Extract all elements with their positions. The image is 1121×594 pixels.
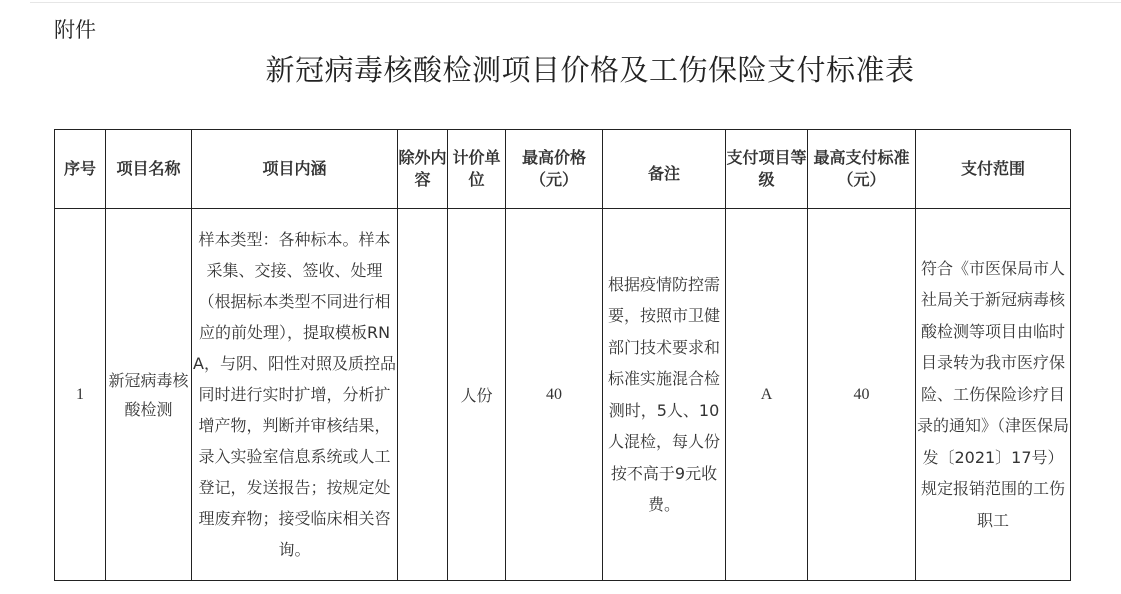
top-divider [30,2,1121,3]
cell-max-payment: 40 [808,209,916,581]
cell-seq: 1 [55,209,106,581]
page-title: 新冠病毒核酸检测项目价格及工伤保险支付标准表 [265,53,915,87]
cell-content: 样本类型：各种标本。样本采集、交接、签收、处理（根据标本类型不同进行相应的前处理），提取模板RNA，与阴、阳性对照及质控品同时进行实时扩增，分析扩增产物，判断并审核结果，录入实验室信息系统或人工登记，发送报告；按规定处理废弃物；接受临床相关咨询。 [192,209,398,581]
header-name: 项目名称 [106,130,192,209]
header-remarks: 备注 [603,130,726,209]
cell-payment-grade: A [726,209,808,581]
attachment-label: 附件 [54,18,96,42]
header-payment-grade: 支付项目等级 [726,130,808,209]
cell-remarks: 根据疫情防控需要，按照市卫健部门技术要求和标准实施混合检测时，5人、10人混检，每人份按不高于9元收费。 [603,209,726,581]
header-max-payment: 最高支付标准（元） [808,130,916,209]
price-standard-table [54,129,1071,581]
header-exclusions: 除外内容 [398,130,448,209]
table-header-row [55,130,1071,209]
cell-unit: 人份 [448,209,506,581]
header-scope: 支付范围 [916,130,1071,209]
header-seq: 序号 [55,130,106,209]
cell-name: 新冠病毒核酸检测 [106,209,192,581]
table-row [55,209,1071,581]
header-unit: 计价单位 [448,130,506,209]
header-max-price: 最高价格（元） [506,130,603,209]
cell-max-price: 40 [506,209,603,581]
cell-exclusions [398,209,448,581]
header-content: 项目内涵 [192,130,398,209]
cell-scope: 符合《市医保局市人社局关于新冠病毒核酸检测等项目由临时目录转为我市医疗保险、工伤保险诊疗目录的通知》（津医保局发〔2021〕17号）规定报销范围的工伤职工 [916,209,1071,581]
